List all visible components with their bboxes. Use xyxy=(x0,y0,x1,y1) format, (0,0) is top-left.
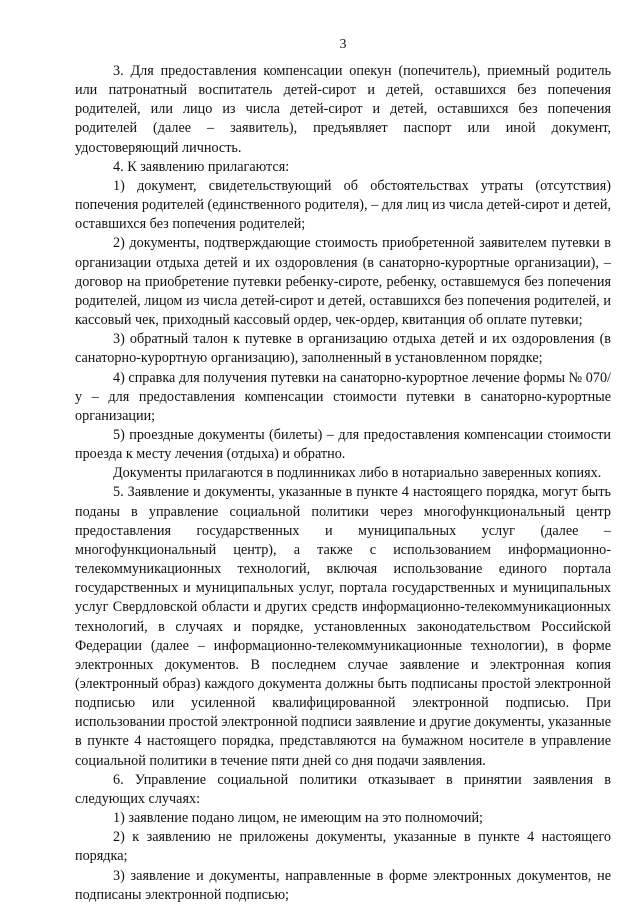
paragraph-subitem-4-3: 3) обратный талон к путевке в организацию отдыха детей и их оздоровления (в санаторно-курортную организацию), заполненный в установленном порядке; xyxy=(75,331,611,367)
paragraph-subitem-6-3: 3) заявление и документы, направленные в форме электронных документов, не подписаны электронной подписью; xyxy=(75,867,611,903)
paragraph-subitem-4-1: 1) документ, свидетельствующий об обстоятельствах утраты (отсутствия) попечения родителей (единственного родителя), – для лиц из числа детей-сирот и детей, оставшихся без попечения родителей; xyxy=(75,177,611,233)
paragraph-subitem-6-1: 1) заявление подано лицом, не имеющим на это полномочий; xyxy=(113,810,483,827)
document-page xyxy=(75,36,611,905)
paragraph-subitem-4-5: 5) проездные документы (билеты) – для предоставления компенсации стоимости проезда к месту лечения (отдыха) и обратно. xyxy=(75,426,611,463)
paragraph-subitem-4-2: 2) документы, подтверждающие стоимость приобретенной заявителем путевки в организации отдыха детей и их оздоровления (в санаторно-курортные организации), – договор на приобретение путевки ребенку-сироте, ребенку, оставшемуся без попечения родителей, лицом из числа детей-сирот и детей, оставшихся без попечения родителей, и кассовый чек, приходный кассовый ордер, чек-ордер, квитанция об оплате путевки; xyxy=(75,235,611,329)
paragraph-item-3: 3. Для предоставления компенсации опекун (попечитель), приемный родитель или патронатный воспитатель детей-сирот и детей, оставшихся без попечения родителей, или лицо из числа детей-сирот и детей, оставшихся без попечения родителей (далее – заявитель), предъявляет паспорт или иной документ, удостоверяющий личность. xyxy=(75,63,611,156)
paragraph-item-5: 5. Заявление и документы, указанные в пункте 4 настоящего порядка, могут быть поданы в управление социальной политики через многофункциональный центр предоставления государственных и муниципальных услуг (далее – многофункциональный центр), а также с использованием информационно-телекоммуникационных технологий, включая использование единого портала государственных и муниципальных услуг, портала государственных и муниципальных услуг Свердловской области и других средств информационно-телекоммуникационных технологий, в случаях и порядке, установленных законодательством Российской Федерации (далее – информационно-телекоммуникационные технологии), в форме электронных документов. В последнем случае заявление и электронная копия (электронный образ) каждого документа должны быть подписаны простой электронной подписью или усиленной квалифицированной электронной подписью. При использовании простой электронной подписи заявление и другие документы, указанные в пункте 4 настоящего порядка, представляются на бумажном носителе в управление социальной политики в течение пяти дней со дня подачи заявления. xyxy=(75,484,611,769)
page-number: 3 xyxy=(339,37,347,52)
paragraph-item-6: 6. Управление социальной политики отказывает в принятии заявления в следующих случаях: xyxy=(75,771,611,807)
paragraph-documents-note: Документы прилагаются в подлинниках либо в нотариально заверенных копиях. xyxy=(113,465,602,482)
paragraph-subitem-4-4: 4) справка для получения путевки на санаторно-курортное лечение формы № 070/у – для предоставления компенсации стоимости путевки в санаторно-курортные организации; xyxy=(75,369,611,424)
paragraph-item-4-heading: 4. К заявлению прилагаются: xyxy=(113,158,290,175)
paragraph-subitem-6-2: 2) к заявлению не приложены документы, указанные в пункте 4 настоящего порядка; xyxy=(75,829,611,865)
